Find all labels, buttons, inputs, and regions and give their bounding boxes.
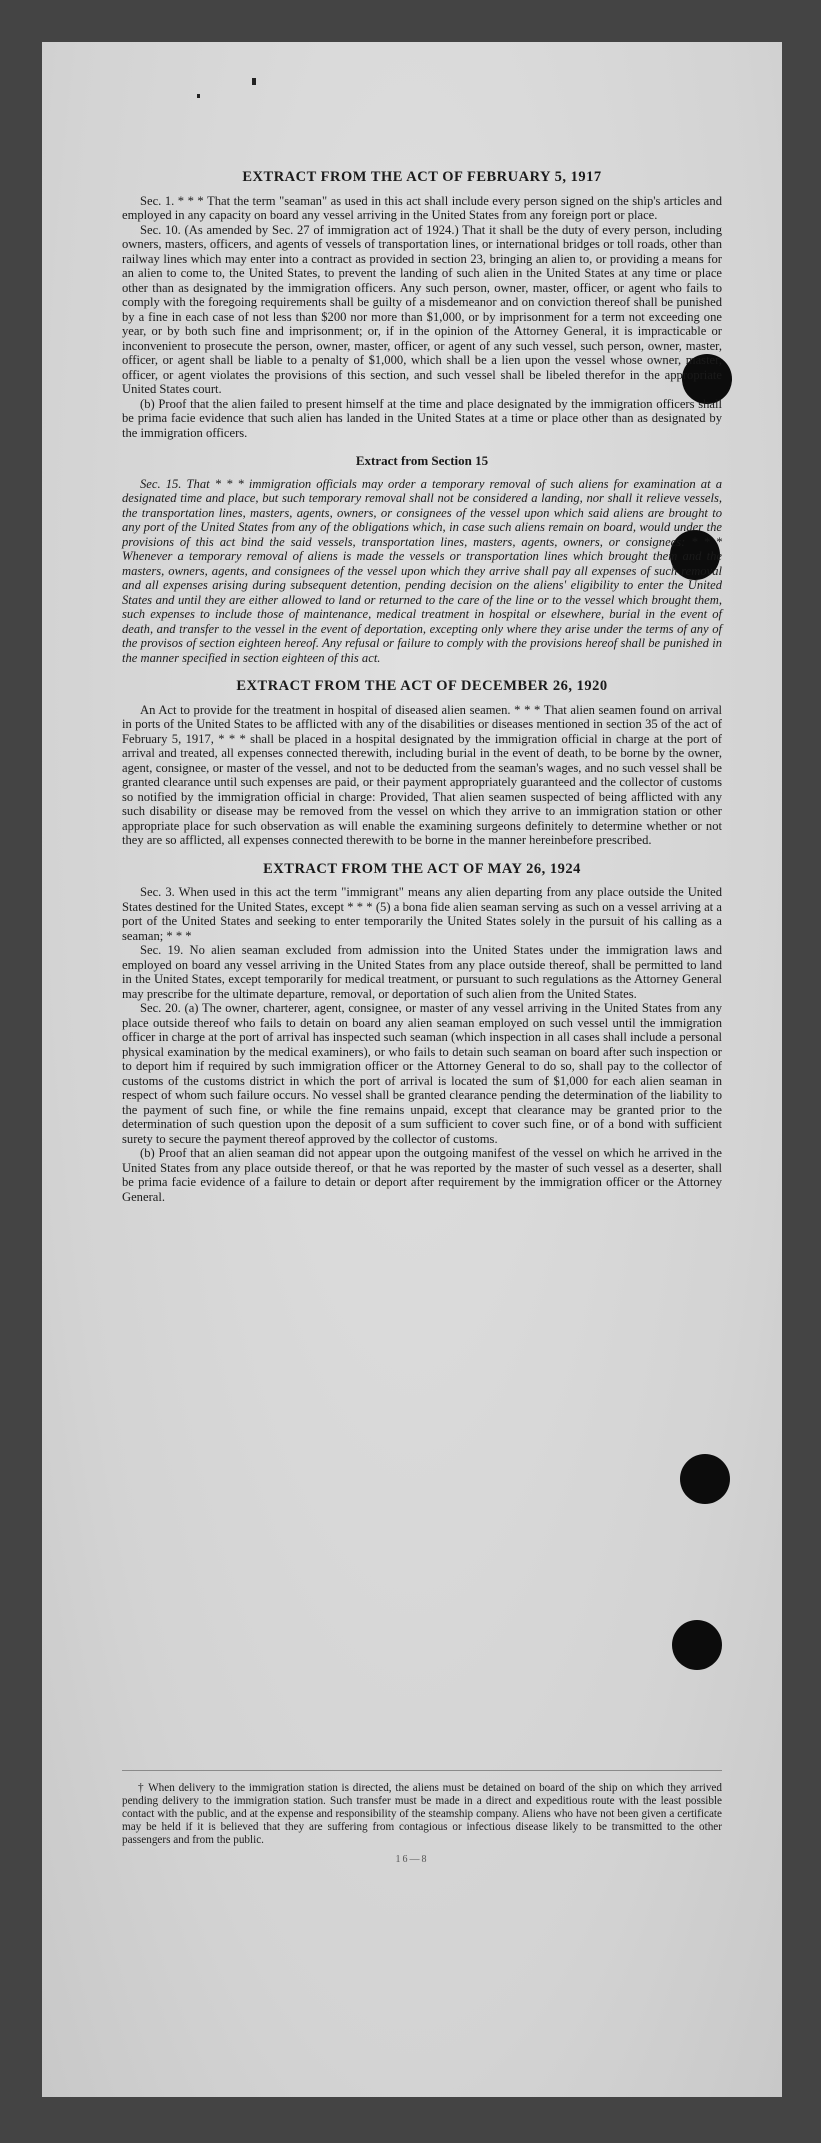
act-1917-section <box>122 170 722 440</box>
document-body <box>122 170 722 1218</box>
act-1924-section <box>122 862 722 1205</box>
section-heading: EXTRACT FROM THE ACT OF MAY 26, 1924 <box>263 860 581 877</box>
paragraph: An Act to provide for the treatment in hospital of diseased alien seamen. * * * That alien seamen found on arrival in ports of the United States to be afflicted with any of the disabilities or diseases mentioned in section 35 of the act of February 5, 1917, * * * shall be placed in a hospital designated by the immigration official in charge at the port of arrival and treated, all expenses connected therewith, including burial in the event of death, to be borne by the owner, agent, consignee, or master of the vessel, and not to be deducted from the seaman's wages, and no such vessel shall be granted clearance until such expenses are paid, or their payment appropriately guaranteed and the collector of customs so notified by the immigration official in charge: Provided, That alien seamen suspected of being afflicted with any such disability or disease may be removed from the vessel on which they arrive to an immigration station or other appropriate place for such observation as will enable the examining surgeons definitely to determine whether or not they are so afflicted, all expenses connected therewith to be borne in the manner hereinbefore prescribed. <box>122 702 722 847</box>
paragraph: (b) Proof that an alien seaman did not appear upon the outgoing manifest of the vessel on which he arrived in the United States from any place outside thereof, or that he was reported by the master of such vessel as a deserter, shall be prima facie evidence of a failure to detain or deport after requirement by the immigration officer or the Attorney General. <box>122 1146 722 1204</box>
paragraph: Sec. 3. When used in this act the term "immigrant" means any alien departing from any place outside the United States destined for the United States, except * * * (5) a bona fide alien seaman serving as such on a vessel arriving at a port of the United States and seeking to enter temporarily the United States solely in the pursuit of his calling as a seaman; * * * <box>122 885 722 943</box>
document-page <box>42 42 782 2097</box>
act-1920-section <box>122 679 722 848</box>
page-code: 16—8 <box>395 1854 429 1865</box>
paragraph: Sec. 20. (a) The owner, charterer, agent, consignee, or master of any vessel arriving in the United States from any place outside thereof who fails to detain on board any alien seaman employed on such vessel until the immigration officer in charge at the port of arrival has inspected such seaman (which inspection in all cases shall include a personal physical examination by the medical examiners), or who fails to detain such seaman on board after such inspection or to deport him if required by such immigration officer or the Attorney General to do so, shall pay to the collector of customs of the customs district in which the port of arrival is located the sum of $1,000 for each alien seaman in respect of whom such failure occurs. No vessel shall be granted clearance pending the determination of the liability to the payment of such fine, or while the fine remains unpaid, except that clearance may be granted prior to the determination of such question upon the deposit of a sum sufficient to cover such fine, or of a bond with sufficient surety to secure the payment thereof approved by the collector of customs. <box>122 1001 722 1146</box>
punch-hole <box>672 1620 722 1670</box>
footnote: † When delivery to the immigration station is directed, the aliens must be detained on board of the ship on which they arrived pending delivery to the immigration station. Such transfer must be made in a direct and expeditious route with the least possible contact with the public, and at the expense and responsibility of the steamship company. Aliens who have not been given a certificate may be held if it is believed that they are suffering from contagious or infectious disease likely to be transmitted to the other passengers and from the public. <box>122 1782 722 1846</box>
ink-speck <box>197 94 200 98</box>
section-subheading: Extract from Section 15 <box>355 453 489 468</box>
paragraph: Sec. 10. (As amended by Sec. 27 of immigration act of 1924.) That it shall be the duty of every person, including owners, masters, officers, and agents of vessels of transportation lines, or international bridges or toll roads, other than railway lines which may enter into a contract as provided in section 23, bringing an alien to, or providing a means for an alien to come to, the United States, to prevent the landing of such alien in the United States at any time or place other than as designated by the immigration officers. Any such person, owner, master, officer, or agent who fails to comply with the foregoing requirements shall be guilty of a misdemeanor and on conviction thereof shall be punished by a fine in each case of not less than $200 nor more than $1,000, or by imprisonment for a term not exceeding one year, or by both such fine and imprisonment; or, if in the opinion of the Attorney General, it is impracticable or inconvenient to prosecute the person, owner, master, officer, or agent of any such vessel, such person, owner, master, officer, or agent shall be liable to a penalty of $1,000, which shall be a lien upon the vessel whose owner, master, officer, or agent violates the provisions of this section, and such vessel shall be libeled therefor in the appropriate United States court. <box>122 222 722 396</box>
footnote-divider <box>122 1770 722 1771</box>
paragraph: Sec. 19. No alien seaman excluded from admission into the United States under the immigration laws and employed on board any vessel arriving in the United States from any place outside thereof, shall be permitted to land in the United States, except temporarily for medical treatment, or pursuant to such regulations as the Attorney General may prescribe for the ultimate departure, removal, or deportation of such alien from the United States. <box>122 943 722 1001</box>
section-15-extract <box>122 454 722 665</box>
paragraph: Sec. 1. * * * That the term "seaman" as used in this act shall include every person signed on the ship's articles and employed in any capacity on board any vessel arriving in the United States from any foreign port or place. <box>122 193 722 222</box>
section-heading: EXTRACT FROM THE ACT OF FEBRUARY 5, 1917 <box>242 169 602 185</box>
punch-hole <box>680 1454 730 1504</box>
ink-speck <box>252 78 256 85</box>
paragraph: (b) Proof that the alien failed to present himself at the time and place designated by the immigration officers shall be prima facie evidence that such alien has landed in the United States at a time or place other than as designated by the immigration officers. <box>122 396 722 440</box>
section-heading: EXTRACT FROM THE ACT OF DECEMBER 26, 1920 <box>236 678 608 694</box>
paragraph: Sec. 15. That * * * immigration officials may order a temporary removal of such aliens for examination at a designated time and place, but such temporary removal shall not be considered a landing, nor shall it relieve vessels, the transportation lines, masters, agents, owners, or consignees of the vessel upon which said aliens are brought to any port of the United States from any of the obligations which, in case such aliens remain on board, would under the provisions of this act bind the said vessels, transportation lines, masters, agents, owners, or consignees: * * * Whenever a temporary removal of aliens is made the vessels or transportation lines which brought them and the masters, owners, agents, and consignees of the vessel upon which they arrive shall pay all expenses of such removal and all expenses arising during subsequent detention, pending decision on the aliens' eligibility to enter the United States and until they are either allowed to land or returned to the care of the line or to the vessel which brought them, such expenses to include those of maintenance, medical treatment in hospital or elsewhere, burial in the event of death, and transfer to the vessel in the event of deportation, excepting only where they arise under the terms of any of the provisos of section eighteen hereof. Any refusal or failure to comply with the provisions hereof shall be punished in the manner specified in section eighteen of this act. <box>122 476 722 665</box>
